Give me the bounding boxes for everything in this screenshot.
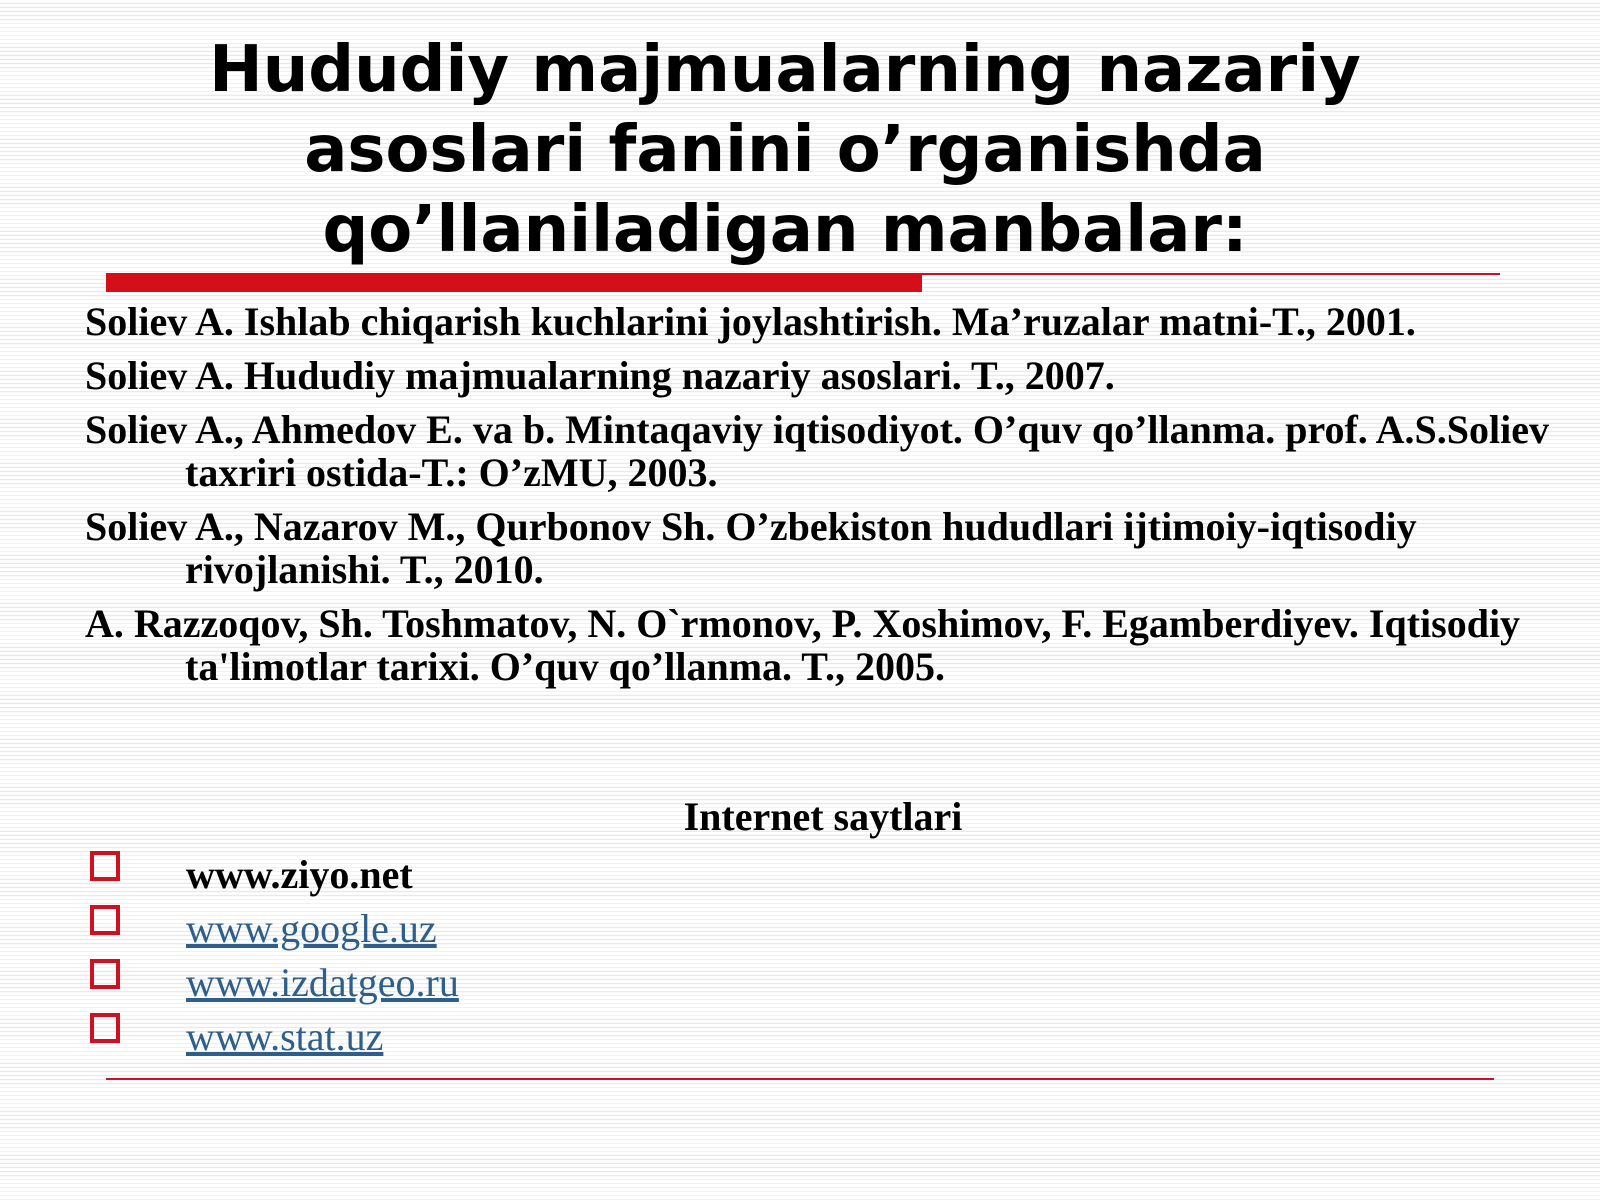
- website-link-izdatgeo[interactable]: www.izdatgeo.ru: [186, 960, 459, 1005]
- reference-list: [85, 300, 1565, 699]
- internet-sites-heading: Internet saytlari: [683, 794, 963, 839]
- website-link-stat[interactable]: www.stat.uz: [186, 1014, 384, 1059]
- website-link-google[interactable]: www.google.uz: [186, 906, 437, 951]
- square-bullet-icon: [90, 959, 120, 989]
- website-text-ziyo: www.ziyo.net: [186, 852, 413, 897]
- title-underline-thick: [106, 273, 922, 292]
- reference-item: Soliev A. Ishlab chiqarish kuchlarini joylashtirish. Ma’ruzalar matni-T., 2001.: [85, 299, 1416, 344]
- reference-item: Soliev A., Ahmedov E. va b. Mintaqaviy iqtisodiyot. O’quv qo’llanma. prof. A.S.Soliev taxriri ostida-T.: O’zMU, 2003.: [85, 407, 1549, 495]
- square-bullet-icon: [90, 905, 120, 935]
- footer-divider: [106, 1078, 1494, 1080]
- reference-item: A. Razzoqov, Sh. Toshmatov, N. O`rmonov, P. Xoshimov, F. Egamberdiyev. Iqtisodiy ta'limotlar tarixi. O’quv qo’llanma. T., 2005.: [85, 601, 1521, 689]
- reference-item: Soliev A. Hududiy majmualarning nazariy asoslari. T., 2007.: [85, 353, 1115, 398]
- square-bullet-icon: [90, 1013, 120, 1043]
- slide-title: Hududiy majmualarning nazariy asoslari fanini o’rganishda qo’llaniladigan manbalar:: [209, 33, 1361, 267]
- reference-item: Soliev A., Nazarov M., Qurbonov Sh. O’zbekiston hududlari ijtimoiy-iqtisodiy rivojlanishi. T., 2010.: [85, 504, 1417, 592]
- square-bullet-icon: [90, 851, 120, 881]
